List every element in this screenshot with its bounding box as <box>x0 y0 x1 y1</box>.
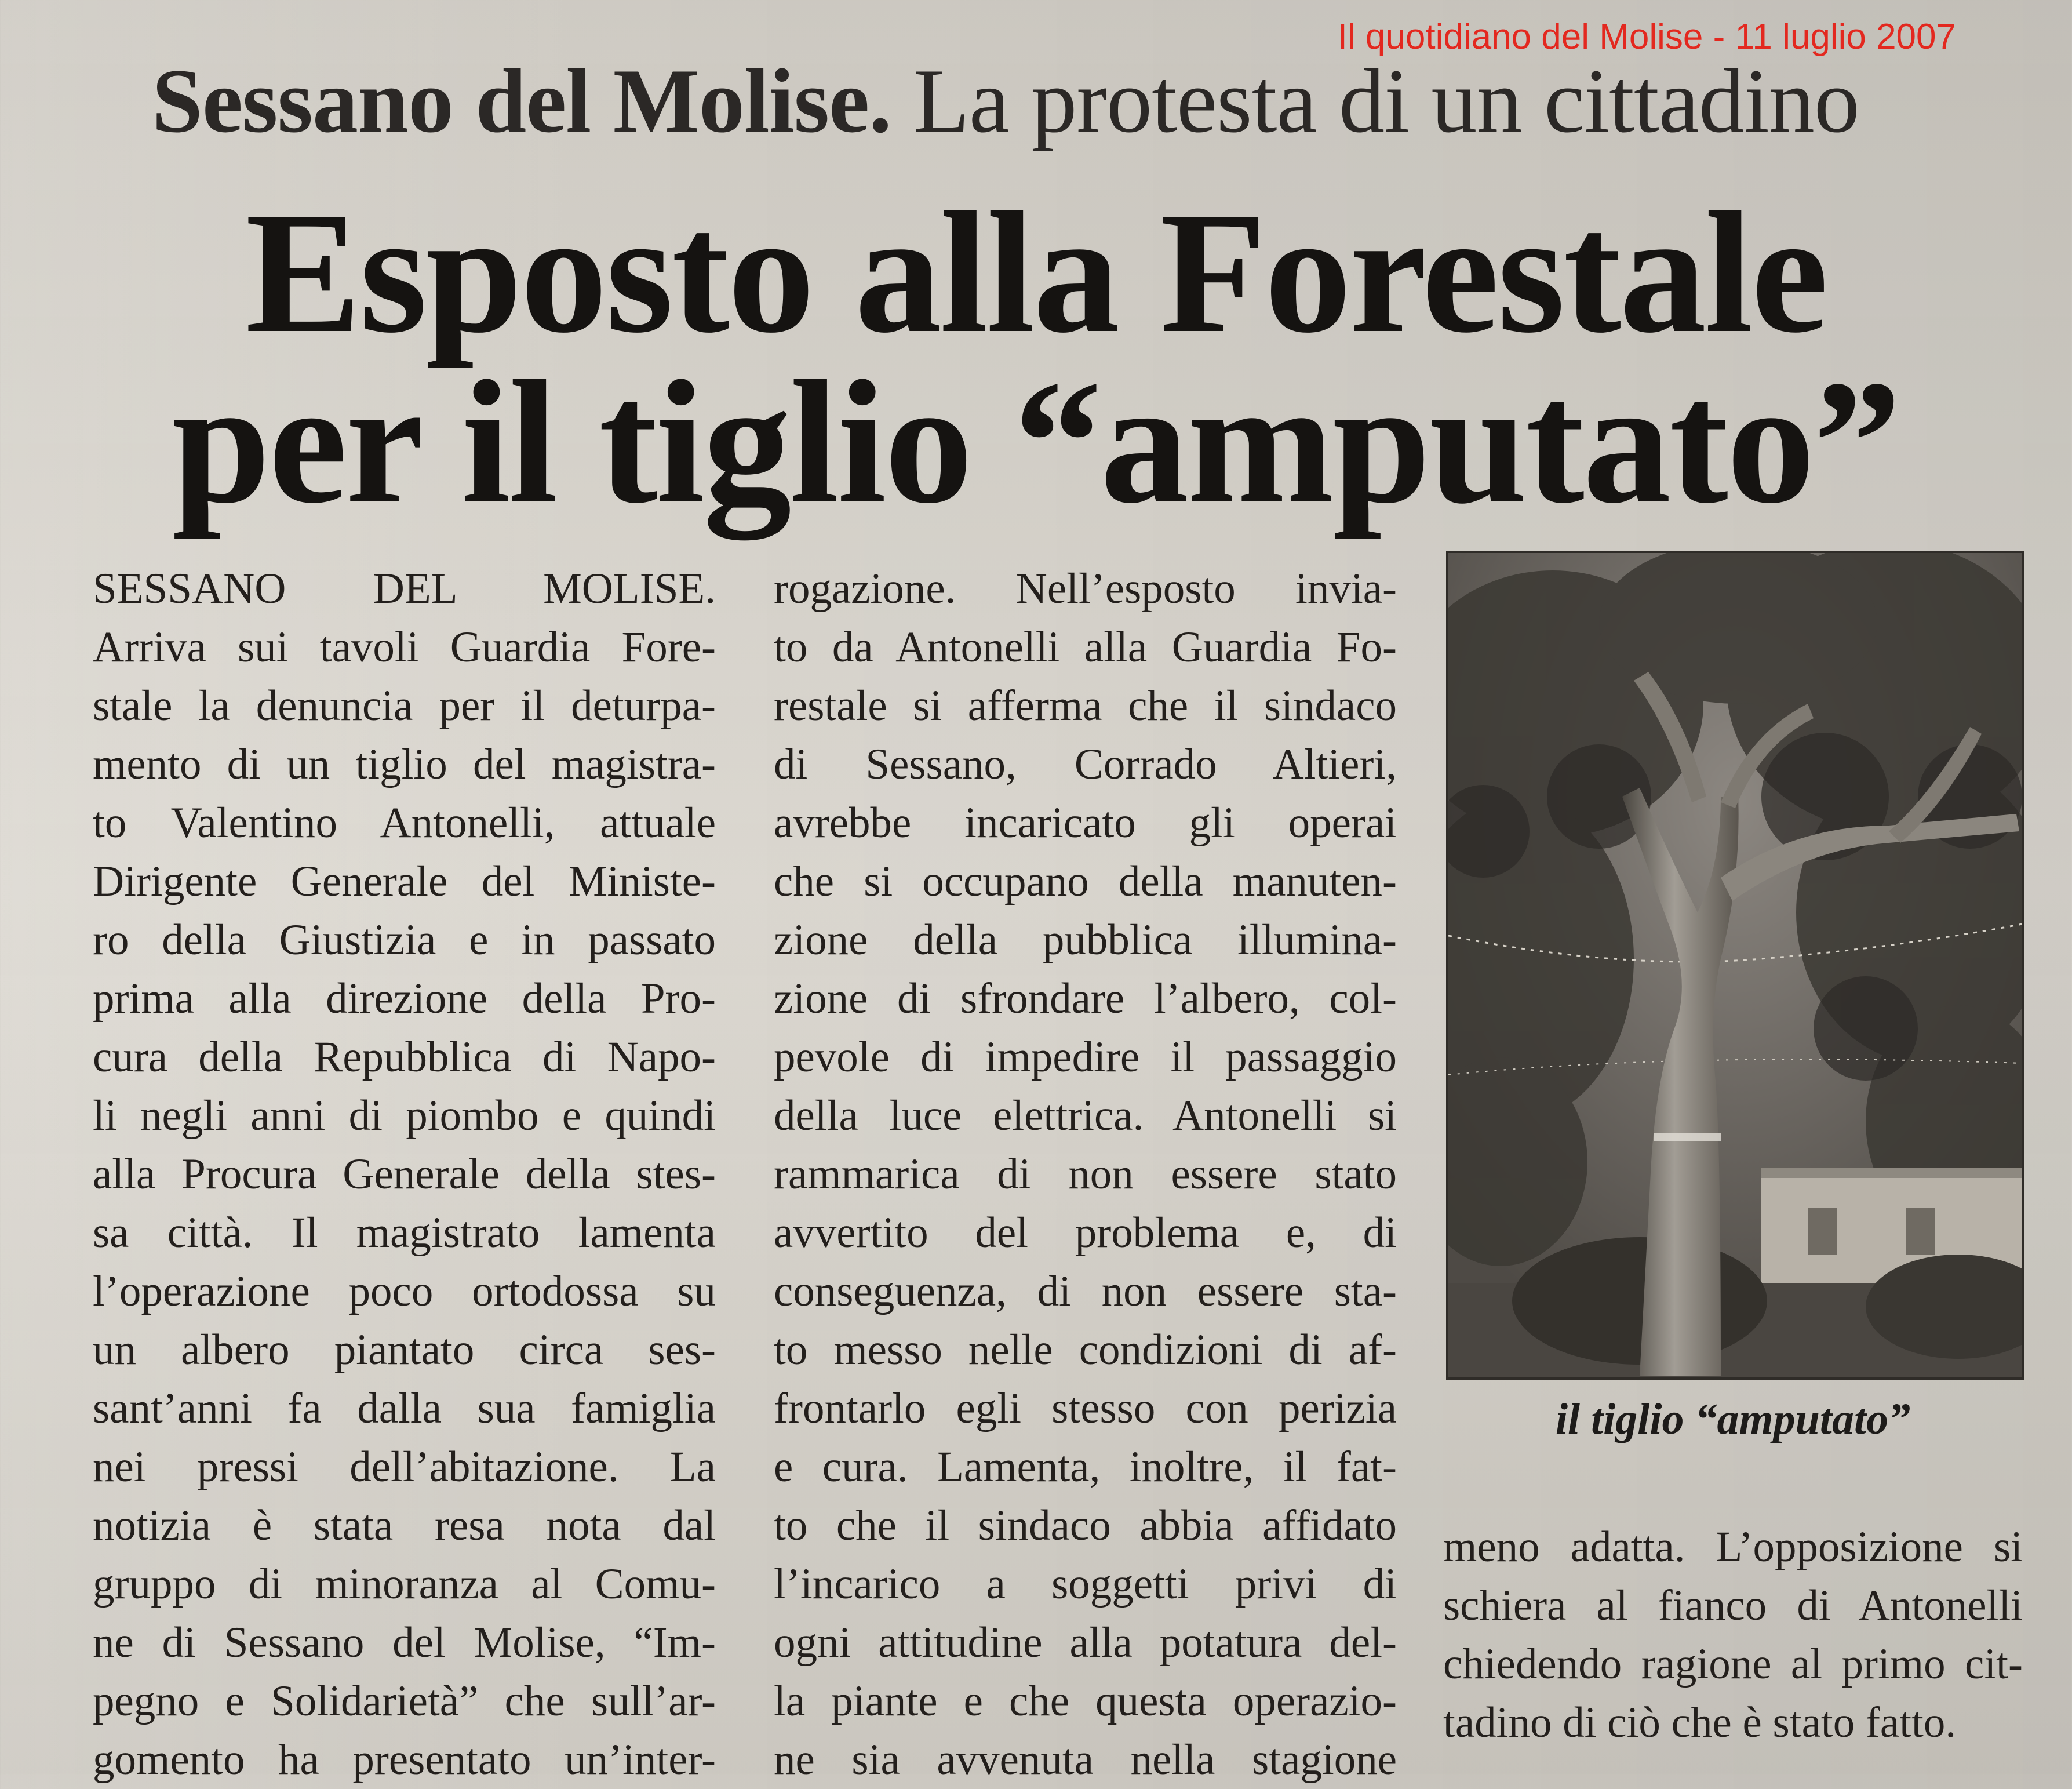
text-line: l’incarico a soggetti privi di <box>774 1560 1397 1608</box>
tree-image <box>1448 553 2022 1377</box>
kicker-place: Sessano del Molise. <box>152 50 891 152</box>
text-line: gruppo di minoranza al Comu- <box>93 1560 716 1608</box>
text-line: restale si afferma che il sindaco <box>774 682 1397 730</box>
text-line: avvertito del problema e, di <box>774 1209 1397 1257</box>
text-line: che si occupano della manuten- <box>774 857 1397 906</box>
text-line: l’operazione poco ortodossa su <box>93 1267 716 1315</box>
text-line: ro della Giustizia e in passato <box>93 916 716 964</box>
article-column-1 <box>93 559 716 1789</box>
text-line: e cura. Lamenta, inoltre, il fat- <box>774 1443 1397 1491</box>
text-line: pevole di impedire il passaggio <box>774 1033 1397 1081</box>
text-line: ne di Sessano del Molise, “Im- <box>93 1619 716 1667</box>
text-line: gomento ha presentato un’inter- <box>93 1736 716 1784</box>
text-line: SESSANO DEL MOLISE. <box>93 565 716 613</box>
text-line: to da Antonelli alla Guardia Fo- <box>774 623 1397 671</box>
text-line: schiera al fianco di Antonelli <box>1443 1581 2023 1630</box>
text-line: sant’anni fa dalla sua famiglia <box>93 1384 716 1432</box>
text-line: li negli anni di piombo e quindi <box>93 1092 716 1140</box>
text-line: to messo nelle condizioni di af- <box>774 1326 1397 1374</box>
article-column-3 <box>1443 1518 2023 1752</box>
text-line: rammarica di non essere stato <box>774 1150 1397 1198</box>
text-line: prima alla direzione della Pro- <box>93 975 716 1023</box>
headline-line-1: Esposto alla Forestale <box>245 176 1827 369</box>
text-line: Dirigente Generale del Ministe- <box>93 857 716 906</box>
text-line: la piante e che questa operazio- <box>774 1677 1397 1725</box>
text-line: to Valentino Antonelli, attuale <box>93 799 716 847</box>
text-line: della luce elettrica. Antonelli si <box>774 1092 1397 1140</box>
text-line: zione della pubblica illumina- <box>774 916 1397 964</box>
text-line: nei pressi dell’abitazione. La <box>93 1443 716 1491</box>
text-line: zione di sfrondare l’albero, col- <box>774 975 1397 1023</box>
text-line: meno adatta. L’opposizione si <box>1443 1523 2023 1571</box>
text-line: stale la denuncia per il deturpa- <box>93 682 716 730</box>
text-line: pegno e Solidarietà” che sull’ar- <box>93 1677 716 1725</box>
text-line: mento di un tiglio del magistra- <box>93 740 716 788</box>
text-line: di Sessano, Corrado Altieri, <box>774 740 1397 788</box>
photo-caption: il tiglio “amputato” <box>1555 1395 1911 1443</box>
text-line: sa città. Il magistrato lamenta <box>93 1209 716 1257</box>
text-line: frontarlo egli stesso con perizia <box>774 1384 1397 1432</box>
text-line: rogazione. Nell’esposto invia- <box>774 565 1397 613</box>
article-column-2 <box>774 559 1397 1789</box>
text-line: cura della Repubblica di Napo- <box>93 1033 716 1081</box>
kicker-topic: La protesta di un cittadino <box>913 50 1859 152</box>
text-line: avrebbe incaricato gli operai <box>774 799 1397 847</box>
text-line: alla Procura Generale della stes- <box>93 1150 716 1198</box>
text-line: Arriva sui tavoli Guardia Fore- <box>93 623 716 671</box>
headline-line-2: per il tiglio “amputato” <box>172 344 1900 540</box>
linden-tree-photo <box>1446 551 2024 1380</box>
kicker <box>152 50 1978 152</box>
source-label: Il quotidiano del Molise - 11 luglio 2007 <box>1337 17 1956 57</box>
text-line: chiedendo ragione al primo cit- <box>1443 1640 2023 1688</box>
text-line: tadino di ciò che è stato fatto. <box>1443 1699 1957 1747</box>
text-line: ogni attitudine alla potatura del- <box>774 1619 1397 1667</box>
text-line: un albero piantato circa ses- <box>93 1326 716 1374</box>
text-line: to che il sindaco abbia affidato <box>774 1501 1397 1550</box>
text-line: notizia è stata resa nota dal <box>93 1501 716 1550</box>
text-line: conseguenza, di non essere sta- <box>774 1267 1397 1315</box>
text-line: ne sia avvenuta nella stagione <box>774 1736 1397 1784</box>
